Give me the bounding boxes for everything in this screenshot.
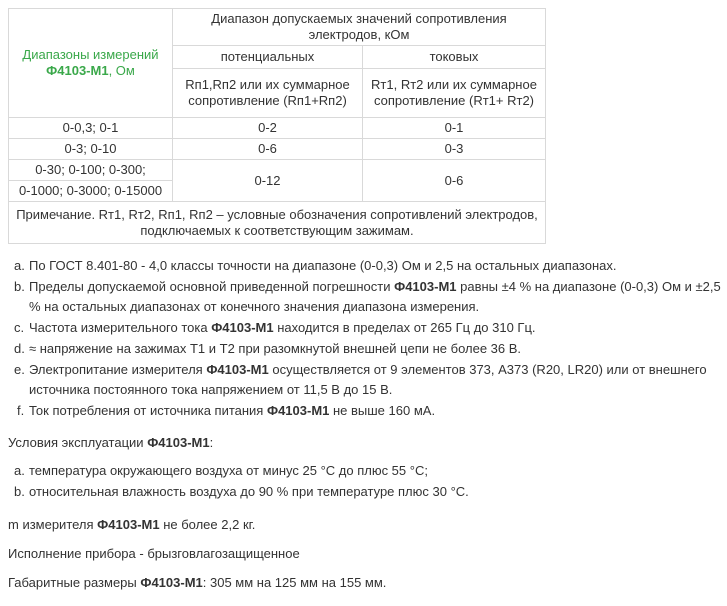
sub-current-cell — [363, 69, 546, 118]
list-item — [8, 401, 727, 421]
list-marker: a. — [14, 463, 25, 478]
list-item-text: температура окружающего воздуха от минус 25 °С до плюс 55 °С; — [29, 463, 428, 478]
list-item-text: Пределы допускаемой основной приведенной погрешности — [29, 279, 395, 294]
list-marker: c. — [14, 320, 25, 335]
range-cell: 0-3; 0-10 — [9, 139, 173, 160]
group-header-line1: Диапазон допускаемых значений сопротивления — [211, 11, 507, 26]
dimensions-line: Габаритные размеры Ф4103-М1: 305 мм на 125 мм на 155 мм. — [8, 575, 387, 590]
group-header-cell — [173, 9, 546, 46]
conditions-title: Условия эксплуатации Ф4103-М1: — [8, 435, 214, 450]
list-item-text: Частота измерительного тока — [29, 320, 212, 335]
list-item-text: Ток потребления от источника питания — [29, 403, 267, 418]
list-item — [8, 256, 727, 276]
col-current: токовых — [363, 46, 546, 69]
range-cell: 0-0,3; 0-1 — [9, 118, 173, 139]
list-marker: a. — [14, 258, 25, 273]
spec-table — [8, 8, 546, 244]
list-item-text: не выше 160 мА. — [329, 403, 436, 418]
model-name: Ф4103-М1 — [140, 575, 203, 590]
potential-cell: 0-6 — [173, 139, 363, 160]
potential-cell: 0-2 — [173, 118, 363, 139]
current-cell: 0-6 — [363, 160, 546, 202]
model-name: Ф4103-М1 — [266, 403, 330, 418]
list-marker: e. — [14, 362, 25, 377]
sub-current-line2: сопротивление (Rт1+ Rт2) — [373, 93, 535, 108]
list-item-text: Электропитание измерителя — [29, 362, 207, 377]
current-cell: 0-1 — [363, 118, 546, 139]
model-name: Ф4103-М1 — [394, 279, 457, 294]
note-cell — [9, 202, 546, 244]
list-item-text: По ГОСТ 8.401-80 - 4,0 классы точности на диапазоне (0-0,3) Ом и 2,5 на остальных диапазонах. — [29, 258, 617, 273]
mass-line: m измерителя Ф4103-М1 не более 2,2 кг. — [8, 517, 256, 532]
table-row — [9, 118, 546, 139]
note-line1: Примечание. Rт1, Rт2, Rп1, Rп2 – условные обозначения сопротивлений электродов, — [16, 206, 538, 222]
list-item-text: осуществляется от 9 элементов 373, А373 (R20, LR20) или от внешнего — [268, 362, 707, 377]
rowhead-unit: , Ом — [108, 63, 135, 78]
potential-cell: 0-12 — [173, 160, 363, 202]
list-item — [8, 339, 727, 359]
sub-current-line1: Rт1, Rт2 или их суммарное — [371, 77, 537, 92]
sub-potential-line2: сопротивление (Rп1+Rп2) — [188, 93, 347, 108]
list-item — [8, 482, 469, 502]
list-marker: b. — [14, 484, 25, 499]
rowhead-model: Ф4103-М1 — [46, 63, 109, 78]
list-item-text: находится в пределах от 265 Гц до 310 Гц. — [273, 320, 536, 335]
sub-potential-line1: Rп1,Rп2 или их суммарное — [185, 77, 350, 92]
conditions-list — [8, 461, 469, 503]
table-row — [9, 139, 546, 160]
current-cell: 0-3 — [363, 139, 546, 160]
table-row — [9, 160, 546, 181]
list-item-text: ≈ напряжение на зажимах Т1 и Т2 при разомкнутой внешней цепи не более 36 В. — [29, 341, 522, 356]
rowhead-line1: Диапазоны измерений — [22, 47, 159, 62]
range-cell: 0-1000; 0-3000; 0-15000 — [9, 181, 173, 202]
execution-line: Исполнение прибора - брызговлагозащищенное — [8, 546, 300, 561]
model-name: Ф4103-М1 — [211, 320, 274, 335]
range-cell: 0-30; 0-100; 0-300; — [9, 160, 173, 181]
note-line2: подключаемых к соответствующим зажимам. — [140, 222, 414, 238]
col-potential: потенциальных — [173, 46, 363, 69]
list-item-text: равны ±4 % на диапазоне (0-0,3) Ом и ±2,5 — [456, 279, 721, 294]
list-item — [8, 318, 727, 338]
list-item-text: источника постоянного тока напряжением от 11,5 В до 15 В. — [29, 382, 393, 397]
list-item — [8, 277, 727, 317]
rowhead-cell — [9, 9, 173, 118]
list-item-text: относительная влажность воздуха до 90 % при температуре плюс 30 °С. — [29, 484, 469, 499]
list-item — [8, 360, 727, 400]
model-name: Ф4103-М1 — [206, 362, 269, 377]
list-item-text: % на остальных диапазонах от конечного значения диапазона измерения. — [29, 299, 480, 314]
model-name: Ф4103-М1 — [97, 517, 160, 532]
list-marker: d. — [14, 341, 25, 356]
list-marker: b. — [14, 279, 25, 294]
sub-potential-cell — [173, 69, 363, 118]
group-header-line2: электродов, кОм — [308, 27, 410, 42]
list-marker: f. — [17, 403, 25, 418]
list-item — [8, 461, 469, 481]
spec-list — [8, 256, 727, 422]
model-name: Ф4103-М1 — [147, 435, 210, 450]
